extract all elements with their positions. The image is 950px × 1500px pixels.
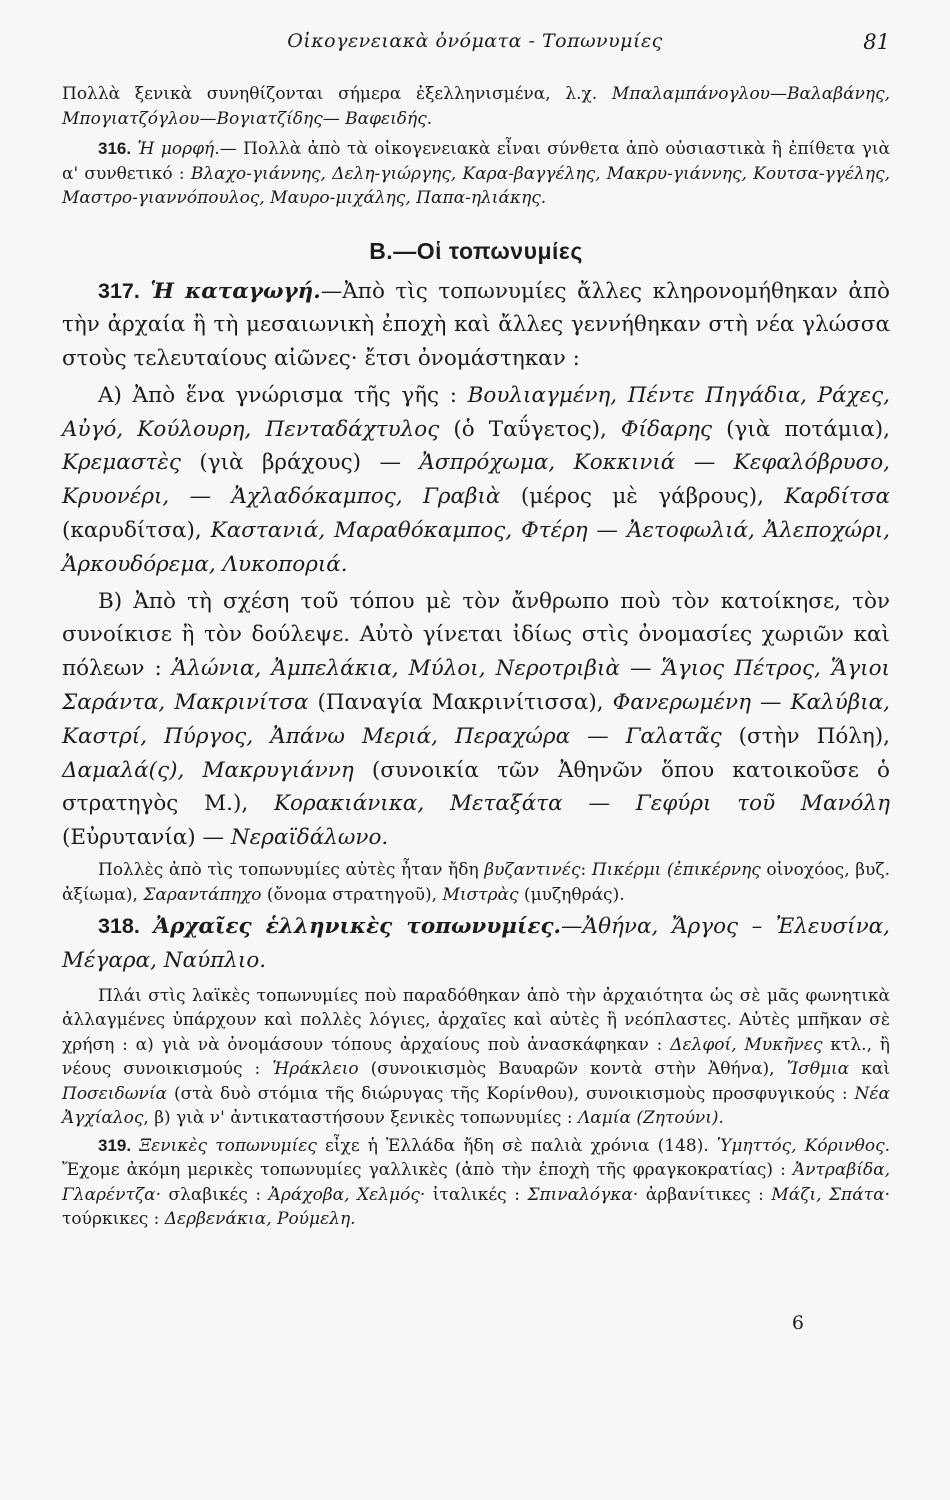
italic-run: Ἴσθμια	[786, 1059, 850, 1080]
text-run: εἶχε ἡ Ἑλλάδα ἤδη σὲ παλιὰ χρόνια (148).	[316, 1135, 717, 1156]
paragraph-b	[62, 585, 890, 855]
text-run: — Πολλὰ ἀπὸ τὰ οἰκογενειακὰ εἶναι σύνθετα ἀπὸ οὐσιαστικὰ ἢ ἐπίθετα γιὰ α' συνθετικό :	[62, 139, 891, 184]
italic-run: Φανερωμένη — Καλύβια, Καστρί, Πύργος, Ἀπάνω Μεριά, Περαχώρα — Γαλατᾶς	[62, 690, 890, 749]
text-run: ἀρβανίτικες :	[638, 1184, 772, 1205]
page-header	[60, 30, 890, 62]
italic-run: Μπαλαμπάνογλου—Βαλαβάνης, Μπογιατζόγλου—Βογιατζίδης— Βαφειδής.	[62, 84, 890, 129]
text-run: οἰνοχόος, βυζ. ἀξίωμα),	[62, 860, 890, 905]
text-run: τούρκικες :	[62, 1209, 165, 1230]
text-run: —	[561, 914, 583, 940]
paragraph-316	[62, 137, 890, 211]
italic-run: Βουλιαγμένη, Πέντε Πηγάδια, Ράχες, Αὐγό, Κούλουρη, Πενταδάχτυλος	[62, 382, 890, 442]
italic-run: Καστανιά, Μαραθόκαμπος, Φτέρη — Ἀετοφωλιά, Ἀλεποχώρι, Ἀρκουδόρεμα, Λυκοποριά.	[62, 518, 890, 577]
italic-run: Δελφοί, Μυκῆνες	[670, 1034, 823, 1055]
paragraph-byzantine	[62, 858, 890, 907]
section-heading: Ξενικὲς τοπωνυμίες	[139, 1135, 317, 1156]
italic-run: Κορακιάνικα, Μεταξάτα — Γεφύρι τοῦ Μανόλη	[274, 791, 890, 817]
text-run: σλαβικές :	[161, 1184, 269, 1205]
italic-run: Ποσειδωνία	[62, 1083, 168, 1104]
text-run: , β) γιὰ ν' ἀντικαταστήσουν ξενικὲς τοπωνυμίες :	[143, 1108, 578, 1129]
page-body	[62, 82, 890, 1232]
section-heading: Ἡ μορφή.	[137, 139, 220, 159]
italic-run: Ἀθήνα, Ἄργος – Ἐλευσίνα, Μέγαρα, Ναύπλιο.	[62, 914, 890, 973]
signature-mark: 6	[791, 1312, 804, 1334]
text-run: κτλ., ἢ νέους συνοικισμούς :	[62, 1034, 890, 1080]
text-run: (γιὰ βράχους) —	[180, 450, 420, 476]
paragraph-319	[62, 1134, 890, 1232]
text-run: (στὰ δυὸ στόμια τῆς διώρυγας τῆς Κορίνθου), συνοικισμοὺς προσφυγικούς :	[167, 1083, 855, 1104]
text-run: (συνοικία τῶν Ἀθηνῶν ὅπου κατοικοῦσε ὁ στρατηγὸς Μ.),	[62, 757, 890, 817]
text-run: (ὄνομα στρατηγοῦ),	[261, 884, 443, 905]
text-run: —Ἀπὸ τὶς τοπωνυμίες ἄλλες κληρονομήθηκαν ἀπὸ τὴν ἀρχαία ἢ τὴ μεσαιωνικὴ ἐποχὴ καὶ ἄλλες γεννήθηκαν στὴ νέα γλώσσα στοὺς τελευταίους αἰῶνες· ἔτσι ὀνομάστηκαν :	[62, 278, 890, 372]
italic-run: Ἀντραβίδα, Γλαρέντζα·	[62, 1160, 890, 1205]
italic-run: Νεραϊδάλωνο.	[230, 825, 389, 851]
section-b-title: Β.—Οἱ τοπωνυμίες	[369, 237, 583, 264]
paragraph-318	[62, 910, 890, 978]
text-run: (Εὐρυτανία) —	[62, 825, 231, 851]
paragraph-a	[62, 379, 890, 582]
italic-run: Ἁλώνια, Ἀμπελάκια, Μύλοι, Νεροτριβιὰ — Ἅγιος Πέτρος, Ἅγιοι Σαράντα, Μακρινίτσα	[62, 656, 890, 716]
running-title: Οἰκογενειακὰ ὀνόματα - Τοπωνυμίες	[287, 30, 663, 52]
text-run: Β) Ἀπὸ τὴ σχέση τοῦ τόπου μὲ τὸν ἄνθρωπο ποὺ τὸν κατοίκησε, τὸν συνοίκισε ἢ τὸν δούλεψε. Αὐτὸ γίνεται ἰδίως στὶς ὀνομασίες χωριῶν καὶ πόλεων :	[62, 588, 890, 682]
paragraph-learned-names	[62, 984, 890, 1131]
section-heading: Ἀρχαῖες ἑλληνικὲς τοπωνυμίες.	[153, 914, 562, 940]
italic-run: Βλαχο-γιάννης, Δελη-γιώργης, Καρα-βαγγέλης, Μακρυ-γιάννης, Κουτσα-γγέλης, Μαστρο-γιαννόπουλος, Μαυρο-μιχάλης, Παπα-ηλιάκης.	[62, 163, 891, 208]
italic-run: Λαμία (Ζητούνι).	[577, 1108, 724, 1129]
italic-run: Ἀράχοβα, Χελμός·	[268, 1184, 426, 1205]
text-run: (Παναγία Μακρινίτισσα),	[308, 690, 613, 716]
italic-run: Καρδίτσα	[784, 484, 890, 510]
section-number: 318.	[98, 914, 140, 939]
text-run: Ἔχομε ἀκόμη μερικὲς τοπωνυμίες γαλλικὲς (ἀπὸ τὴν ἐποχὴ τῆς φραγκοκρατίας) :	[62, 1160, 793, 1181]
paragraph-317	[62, 275, 890, 376]
text-run: Πολλὲς ἀπὸ τὶς τοπωνυμίες αὐτὲς ἦταν ἤδη	[98, 860, 485, 881]
italic-run: Μιστρὰς	[442, 884, 519, 905]
text-run: (γιὰ ποτάμια),	[712, 416, 890, 442]
italic-run: Ἀσπρόχωμα, Κοκκινιά — Κεφαλόβρυσο, Κρυονέρι, — Ἀχλαδόκαμπος, Γραβιὰ	[62, 450, 890, 510]
section-heading: Ἡ καταγωγή.	[150, 278, 321, 304]
italic-run: Δερβενάκια, Ρούμελη.	[164, 1209, 356, 1230]
text-run: ἰταλικές :	[425, 1184, 528, 1205]
text-run: καὶ	[849, 1059, 890, 1080]
text-run: :	[580, 860, 592, 881]
section-number: 317.	[98, 278, 140, 303]
text-run: (καρυδίτσα),	[62, 518, 211, 544]
italic-run: Ἡράκλειο	[272, 1059, 359, 1080]
italic-run: βυζαντινές	[484, 860, 581, 881]
text-run: Α) Ἀπὸ ἕνα γνώρισμα τῆς γῆς :	[98, 382, 468, 408]
section-number: 316.	[98, 139, 132, 158]
paragraph-foreign-names	[62, 82, 890, 131]
text-run: (μυζηθράς).	[518, 884, 625, 905]
italic-run: Φίδαρης	[620, 416, 713, 442]
text-run: Πλάι στὶς λαϊκὲς τοπωνυμίες ποὺ παραδόθηκαν ἀπὸ τὴν ἀρχαιότητα ὡς σὲ μᾶς φωνητικὰ ἀλλαγμένες ὑπάρχουν καὶ πολλὲς λόγιες, ἀρχαῖες καὶ αὐτὲς ἢ νεόπλαστες. Αὐτὲς μπῆκαν σὲ χρήση : α) γιὰ νὰ ὀνομάσουν τόπους ἀρχαίους ποὺ ἀνασκάφηκαν :	[62, 985, 890, 1055]
text-run: (στὴν Πόλη),	[721, 723, 890, 749]
text-run: (συνοικισμὸς Βαυαρῶν κοντὰ στὴν Ἀθήνα),	[358, 1059, 787, 1080]
italic-run: Κρεμαστὲς	[62, 450, 181, 476]
section-number: 319.	[98, 1135, 132, 1155]
page-number: 81	[863, 30, 890, 54]
italic-run: Σπιναλόγκα·	[527, 1184, 639, 1205]
text-run: Πολλὰ ξενικὰ συνηθίζονται σήμερα ἐξελληνισμένα, λ.χ.	[62, 84, 612, 104]
text-run: (μέρος μὲ γάβρους),	[500, 484, 785, 510]
text-run: (ὁ Ταΰγετος),	[439, 416, 621, 442]
italic-run: Δαμαλά(ς), Μακρυγιάννη	[62, 757, 354, 783]
italic-run: Μάζι, Σπάτα·	[771, 1184, 890, 1205]
italic-run: Σαραντάπηχο	[143, 884, 262, 905]
italic-run: Νέα Ἀγχίαλος	[62, 1083, 890, 1129]
italic-run: Πικέρμι (ἐπικέρνης	[591, 860, 761, 881]
italic-run: Ὑμηττός, Κόρινθος.	[716, 1135, 891, 1156]
